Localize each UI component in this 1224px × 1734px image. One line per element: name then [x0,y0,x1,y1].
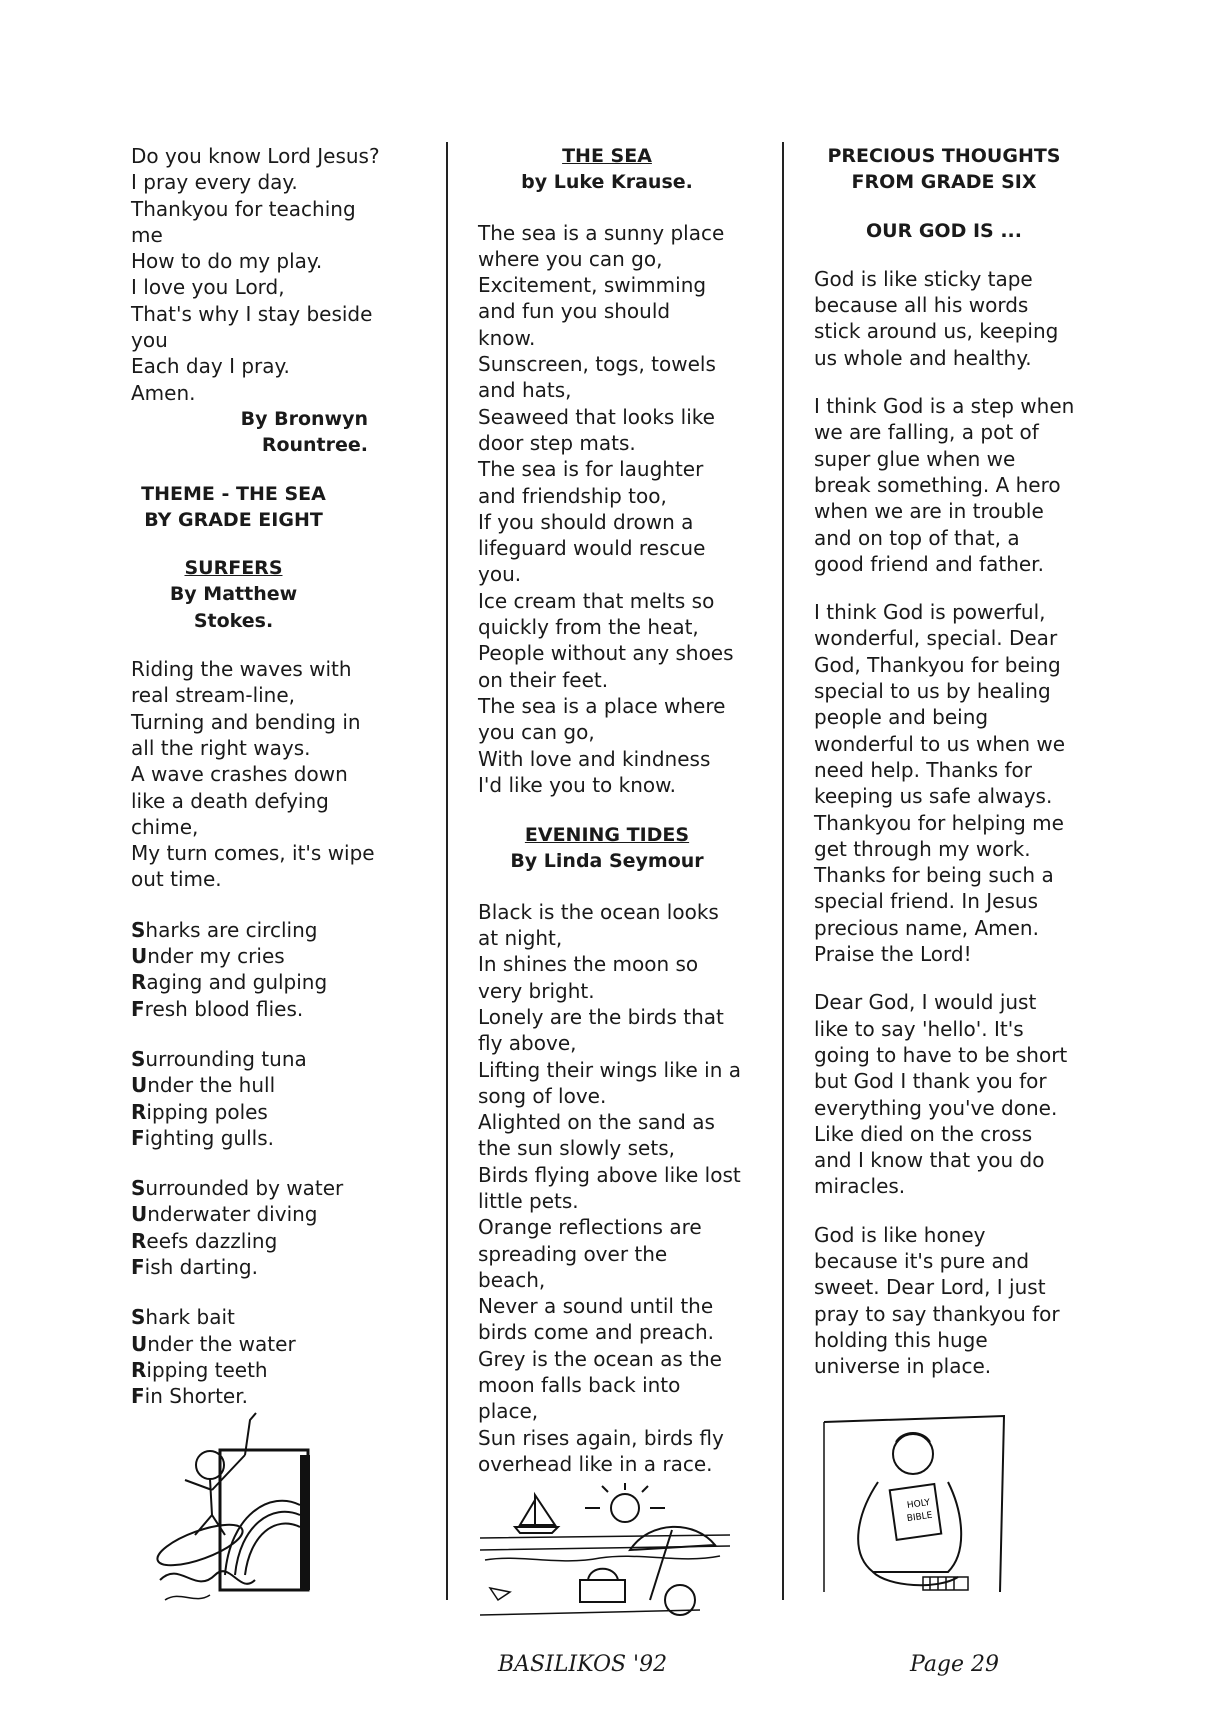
poem-line: That's why I stay beside [131,301,373,326]
surfers-line: chime, [131,814,199,839]
sea-line: and fun you should [478,299,671,324]
footer-page-number: Page 29 [910,1652,1000,1677]
sea-line: and hats, [478,378,572,403]
tides-line: the sun slowly sets, [478,1136,675,1161]
tides-line: at night, [478,926,563,951]
thought-line: miracles. [814,1174,906,1199]
acrostic-initial: S [131,917,146,942]
sea-line: Seaweed that looks like [478,404,715,429]
tides-title: EVENING TIDES [524,824,690,847]
sea-line: you. [478,562,522,587]
theme-subtitle: BY GRADE EIGHT [144,508,323,531]
acrostic-line [131,943,426,969]
poem-line: Amen. [131,380,196,405]
sea-line: Ice cream that melts so [478,588,715,613]
surfers-line: Riding the waves with [131,657,352,682]
acrostic-initial: F [131,1384,145,1409]
acrostic-line [131,1331,426,1357]
surfers-line: like a death defying [131,788,329,813]
tides-line: spreading over the [478,1241,668,1266]
thought-line: but God I thank you for [814,1069,1047,1094]
thought-line: Praise the Lord! [814,942,972,967]
spacer [131,1151,426,1175]
bible-reader-illustration [818,1412,1008,1612]
acrostic-initial: R [131,970,147,995]
thought-line: when we are in trouble [814,499,1044,524]
surfers-line: all the right ways. [131,735,311,760]
thought-line: special friend. In Jesus [814,889,1039,914]
acrostic-rest: resh blood flies. [144,996,304,1021]
thought-line: because all his words [814,293,1029,318]
tides-author: By Linda Seymour [510,850,704,873]
acrostic-initial: F [131,996,145,1021]
thought-line: need help. Thanks for [814,757,1032,782]
thought-line: break something. A hero [814,472,1061,497]
thought-line: and I know that you do [814,1148,1045,1173]
thought-line: and on top of that, a [814,525,1020,550]
thought-line: get through my work. [814,836,1031,861]
spacer [131,533,426,555]
thought-line: good friend and father. [814,551,1044,576]
sea-line: where you can go, [478,246,663,271]
theme-title: THEME - THE SEA [141,482,326,505]
tides-line: moon falls back into [478,1373,681,1398]
sea-title: THE SEA [562,145,652,167]
acrostic-rest: nder the water [147,1331,296,1356]
bible-label-bible: BIBLE [906,1510,934,1525]
thought-line: Thanks for being such a [814,863,1054,888]
acrostic-initial: S [131,1046,146,1071]
surfers-line: My turn comes, it's wipe [131,841,375,866]
tides-line: Never a sound until the [478,1294,714,1319]
sea-line: Excitement, swimming [478,273,707,298]
tides-line: beach, [478,1267,546,1292]
poem-line: me [131,222,163,247]
surfers-line: out time. [131,867,222,892]
acrostic-rest: ipping poles [146,1099,268,1124]
sea-line: know. [478,325,536,350]
thought-line: going to have to be short [814,1042,1068,1067]
spacer [814,244,1114,266]
thought-line: sweet. Dear Lord, I just [814,1275,1046,1300]
spacer [131,893,426,917]
acrostic-rest: in Shorter. [144,1384,248,1409]
thought-line: we are falling, a pot of [814,420,1039,445]
sea-line: and friendship too, [478,483,667,508]
thought-line: people and being [814,705,989,730]
acrostic-initial: R [131,1228,147,1253]
acrostic-line [131,1304,426,1330]
sea-line: People without any shoes [478,641,734,666]
acrostic-rest: nderwater diving [147,1202,318,1227]
acrostic-line [131,1175,426,1201]
sea-line: door step mats. [478,430,636,455]
thought-line: I think God is powerful, [814,600,1046,625]
acrostic-rest: urrounded by water [145,1176,344,1201]
column-divider-left [446,142,448,1600]
thought-line: God is like sticky tape [814,266,1033,291]
spacer [478,196,776,220]
spacer [814,371,1114,393]
tides-line: very bright. [478,978,595,1003]
surfers-line: real stream-line, [131,683,296,708]
thought-line: Thankyou for helping me [814,810,1064,835]
acrostic-line [131,1046,426,1072]
acrostic-line [131,1254,426,1280]
acrostic-line [131,917,426,943]
poem-line: Each day I pray. [131,354,290,379]
tides-line: Alighted on the sand as [478,1110,715,1135]
tides-line: Lifting their wings like in a [478,1057,742,1082]
tides-line: birds come and preach. [478,1320,715,1345]
thought-line: God is like honey [814,1222,986,1247]
sea-line: lifeguard would rescue [478,536,706,561]
tides-line: place, [478,1399,539,1424]
thought-line: pray to say thankyou for [814,1301,1060,1326]
poem-line: Do you know Lord Jesus? [131,144,380,168]
tides-line: Black is the ocean looks [478,899,719,924]
sea-line: If you should drown a [478,509,694,534]
column-precious-thoughts [814,143,1114,1379]
thought-line: precious name, Amen. [814,915,1039,940]
thought-line: special to us by healing [814,679,1051,704]
spacer [131,459,426,481]
thought-line: Like died on the cross [814,1121,1033,1146]
thought-line: universe in place. [814,1354,992,1379]
acrostic-rest: nder my cries [147,944,285,969]
acrostic-line [131,969,426,995]
acrostic-rest: ighting gulls. [144,1125,274,1150]
poem-author: By Bronwyn Rountree. [240,407,368,457]
precious-title: PRECIOUS THOUGHTS [827,145,1061,167]
acrostic-rest: nder the hull [147,1073,276,1098]
thought-line: us whole and healthy. [814,345,1032,370]
poem-line: you [131,328,168,353]
tides-line: fly above, [478,1031,577,1056]
acrostic-line [131,1357,426,1383]
spacer [478,875,776,899]
tides-line: Grey is the ocean as the [478,1346,722,1371]
sea-line: Sunscreen, togs, towels [478,352,716,377]
tides-line: little pets. [478,1188,579,1213]
tides-line: song of love. [478,1083,607,1108]
bible-label-holy: HOLY [906,1497,931,1511]
our-god-subtitle: OUR GOD IS ... [866,219,1022,242]
surfer-illustration [150,1395,320,1610]
acrostic-line [131,996,426,1022]
poem-line: I love you Lord, [131,275,285,300]
thought-line: Dear God, I would just [814,990,1037,1015]
acrostic-rest: ipping teeth [146,1357,268,1382]
acrostic-rest: harks are circling [145,917,318,942]
sea-line: With love and kindness [478,746,711,771]
sea-line: on their feet. [478,667,609,692]
poem-line: I pray every day. [131,170,298,195]
spacer [814,577,1114,599]
tides-line: In shines the moon so [478,952,699,977]
spacer [131,1022,426,1046]
thought-line: wonderful, special. Dear [814,626,1058,651]
thought-line: I think God is a step when [814,394,1075,419]
spacer [478,798,776,822]
spacer [814,967,1114,989]
acrostic-initial: U [131,1073,148,1098]
poem-line: Thankyou for teaching [131,196,356,221]
acrostic-initial: F [131,1254,145,1279]
spacer [131,1280,426,1304]
sea-line: The sea is for laughter [478,457,704,482]
column-grade-eight [131,143,426,1409]
surfers-title: SURFERS [184,557,283,580]
thought-line: God, Thankyou for being [814,652,1061,677]
sea-line: you can go, [478,720,595,745]
acrostic-rest: aging and gulping [146,970,328,995]
acrostic-line [131,1099,426,1125]
acrostic-initial: U [131,944,148,969]
thought-line: super glue when we [814,446,1016,471]
thought-line: wonderful to us when we [814,731,1066,756]
spacer [131,634,426,656]
footer-publication: BASILIKOS '92 [498,1652,668,1677]
thought-line: like to say 'hello'. It's [814,1016,1024,1041]
sea-author: by Luke Krause. [521,171,693,194]
tides-line: Orange reflections are [478,1215,702,1240]
acrostic-initial: U [131,1202,148,1227]
tides-line: overhead like in a race. [478,1451,713,1476]
sea-line: The sea is a sunny place [478,220,725,245]
beach-illustration [480,1480,730,1620]
acrostic-initial: R [131,1357,147,1382]
column-divider-right [782,142,784,1600]
acrostic-initial: R [131,1099,147,1124]
acrostic-initial: S [131,1305,146,1330]
tides-line: Lonely are the birds that [478,1004,724,1029]
column-sea-poems [478,143,776,1477]
surfers-author: By Matthew Stokes. [169,583,298,632]
thought-line: because it's pure and [814,1248,1030,1273]
thought-line: keeping us safe always. [814,784,1053,809]
surfers-line: A wave crashes down [131,762,348,787]
acrostic-initial: F [131,1125,145,1150]
acrostic-line [131,1228,426,1254]
acrostic-initial: U [131,1331,148,1356]
surfers-line: Turning and bending in [131,709,361,734]
sea-line: quickly from the heat, [478,615,699,640]
precious-title-2: FROM GRADE SIX [851,171,1037,194]
acrostic-line [131,1201,426,1227]
acrostic-rest: eefs dazzling [146,1228,278,1253]
tides-line: Birds flying above like lost [478,1162,741,1187]
sea-line: I'd like you to know. [478,772,677,797]
spacer [814,1200,1114,1222]
acrostic-line [131,1072,426,1098]
acrostic-rest: hark bait [145,1305,235,1330]
acrostic-rest: urrounding tuna [145,1046,307,1071]
poem-line: How to do my play. [131,249,323,274]
acrostic-rest: ish darting. [144,1254,258,1279]
thought-line: holding this huge [814,1327,988,1352]
thought-line: stick around us, keeping [814,319,1059,344]
sea-line: The sea is a place where [478,693,726,718]
acrostic-initial: S [131,1176,146,1201]
spacer [814,196,1114,218]
tides-line: Sun rises again, birds fly [478,1425,724,1450]
acrostic-line [131,1125,426,1151]
thought-line: everything you've done. [814,1095,1058,1120]
